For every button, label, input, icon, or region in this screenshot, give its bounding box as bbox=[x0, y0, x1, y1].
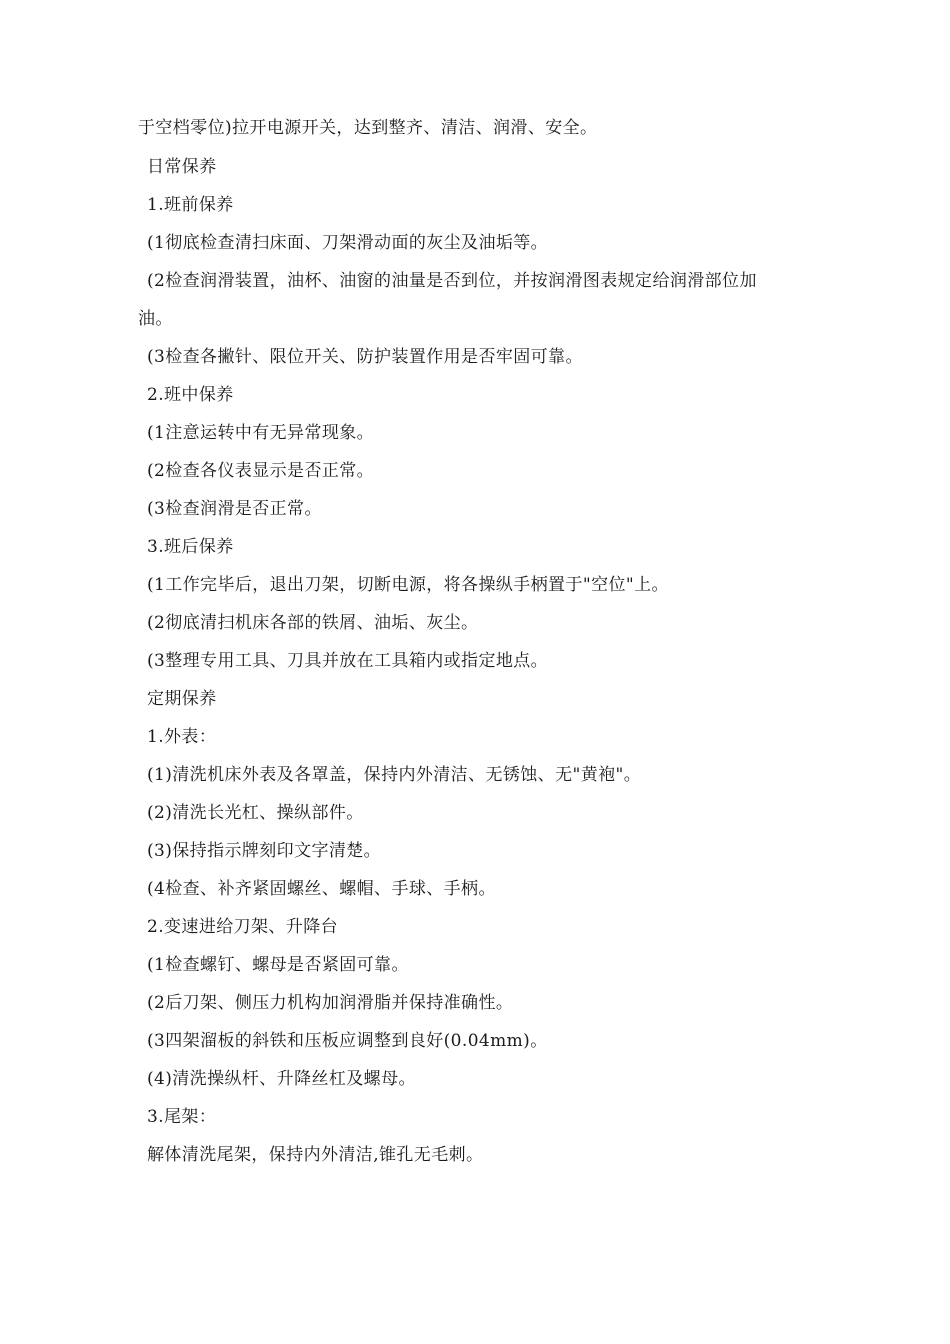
list-item: (2彻底清扫机床各部的铁屑、油垢、灰尘。 bbox=[147, 613, 479, 633]
list-item: (4检查、补齐紧固螺丝、螺帽、手球、手柄。 bbox=[147, 879, 496, 899]
list-item: (3检查润滑是否正常。 bbox=[147, 499, 322, 519]
subheading-during-shift: 2.班中保养 bbox=[147, 385, 234, 405]
subheading-exterior: 1.外表： bbox=[147, 727, 217, 747]
list-item: (1注意运转中有无异常现象。 bbox=[147, 423, 375, 443]
list-item: (3)保持指示牌刻印文字清楚。 bbox=[147, 841, 382, 861]
list-item: (1)清洗机床外表及各罩盖，保持内外清洁、无锈蚀、无"黄袍"。 bbox=[147, 765, 642, 785]
section-heading-daily: 日常保养 bbox=[147, 157, 217, 177]
list-item-continuation: 油。 bbox=[138, 309, 173, 329]
list-item: (1彻底检查清扫床面、刀架滑动面的灰尘及油垢等。 bbox=[147, 233, 549, 253]
subheading-feed-carriage: 2.变速进给刀架、升降台 bbox=[147, 917, 339, 937]
list-item: (3四架溜板的斜铁和压板应调整到良好(0.04mm)。 bbox=[147, 1031, 548, 1051]
subheading-before-shift: 1.班前保养 bbox=[147, 195, 234, 215]
list-item: (2后刀架、侧压力机构加润滑脂并保持准确性。 bbox=[147, 993, 514, 1013]
list-item: (2检查润滑装置，油杯、油窗的油量是否到位，并按润滑图表规定给润滑部位加 bbox=[147, 271, 757, 291]
list-item: (4)清洗操纵杆、升降丝杠及螺母。 bbox=[147, 1069, 416, 1089]
paragraph: 解体清洗尾架，保持内外清洁,锥孔无毛刺。 bbox=[147, 1145, 484, 1165]
list-item: (3整理专用工具、刀具并放在工具箱内或指定地点。 bbox=[147, 651, 549, 671]
list-item: (2检查各仪表显示是否正常。 bbox=[147, 461, 375, 481]
list-item: (1检查螺钉、螺母是否紧固可靠。 bbox=[147, 955, 409, 975]
text-line: 于空档零位)拉开电源开关，达到整齐、清洁、润滑、安全。 bbox=[138, 118, 598, 138]
list-item: (3检查各撇针、限位开关、防护装置作用是否牢固可靠。 bbox=[147, 347, 583, 367]
subheading-after-shift: 3.班后保养 bbox=[147, 537, 234, 557]
section-heading-periodic: 定期保养 bbox=[147, 689, 217, 709]
list-item: (1工作完毕后，退出刀架，切断电源，将各操纵手柄置于"空位"上。 bbox=[147, 575, 669, 595]
subheading-tailstock: 3.尾架： bbox=[147, 1107, 217, 1127]
list-item: (2)清洗长光杠、操纵部件。 bbox=[147, 803, 364, 823]
